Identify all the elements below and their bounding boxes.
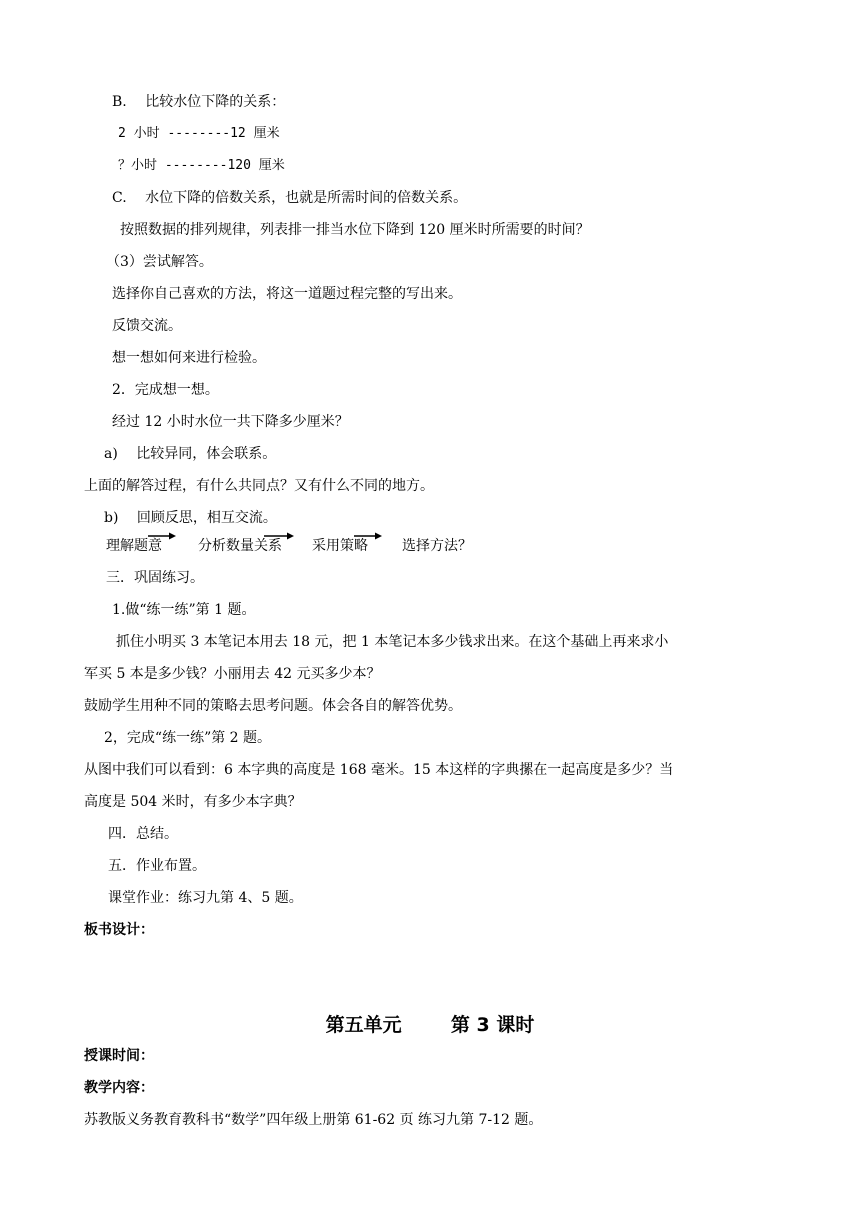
b-row-2: ？小时 --------120 厘米 [118,158,285,173]
feedback: 反馈交流。 [112,318,182,334]
flow-step-4: 选择方法？ [402,538,472,554]
lesson-title: 第 3 课时 [450,1014,535,1036]
content-label: 教学内容： [84,1080,154,1096]
step-2: 2．完成想一想。 [112,382,219,398]
arrow-right-icon [264,530,294,542]
c-detail: 按照数据的排列规律，列表排一排当水位下降到 120 厘米时所需要的时间？ [120,222,590,238]
flow-step-2: 分析数量关系 [198,538,282,554]
flow-step-3: 采用策略 [312,538,368,554]
section-3: 三．巩固练习。 [106,570,204,586]
exercise-1-text-2: 军买 5 本是多少钱？小丽用去 42 元买多少本？ [84,666,381,682]
time-label: 授课时间： [84,1048,154,1064]
unit-title: 第五单元 [325,1014,402,1036]
step-3: （3）尝试解答。 [106,254,213,270]
exercise-2: 2，完成“练一练”第 2 题。 [104,730,272,746]
arrow-right-icon [148,530,176,542]
lesson-heading [0,1010,860,1037]
question: 经过 12 小时水位一共下降多少厘米？ [112,414,349,430]
item-a: a) 比较异同，体会联系。 [104,446,277,462]
item-b: b) 回顾反思，相互交流。 [104,510,277,526]
compare: 上面的解答过程，有什么共同点？又有什么不同的地方。 [84,478,434,494]
exercise-2-text-2: 高度是 504 米时，有多少本字典？ [84,794,302,810]
exercise-2-text-1: 从图中我们可以看到：6 本字典的高度是 168 毫米。15 本这样的字典摞在一起高度是多少？当 [84,762,674,778]
b-row-1: 2 小时 --------12 厘米 [118,126,280,141]
exercise-1: 1.做“练一练”第 1 题。 [112,602,256,618]
section-4: 四．总结。 [108,826,178,842]
flow-step-1: 理解题意 [106,538,162,554]
exercise-1-text-3: 鼓励学生用种不同的策略去思考问题。体会各自的解答优势。 [84,698,462,714]
homework: 课堂作业：练习九第 4、5 题。 [108,890,303,906]
arrow-right-icon [354,530,382,542]
c-title: C. 水位下降的倍数关系，也就是所需时间的倍数关系。 [112,190,468,206]
choose-method: 选择你自己喜欢的方法，将这一道题过程完整的写出来。 [112,286,462,302]
textbook-reference: 苏教版义务教育教科书“数学”四年级上册第 61-62 页 练习九第 7-12 题。 [84,1112,543,1128]
exercise-1-text-1: 抓住小明买 3 本笔记本用去 18 元，把 1 本笔记本多少钱求出来。在这个基础上再来求小 [116,634,669,650]
board-design-label: 板书设计： [84,922,154,938]
section-5: 五．作业布置。 [108,858,206,874]
verify: 想一想如何来进行检验。 [112,350,266,366]
b-title: B. 比较水位下降的关系： [112,94,286,110]
